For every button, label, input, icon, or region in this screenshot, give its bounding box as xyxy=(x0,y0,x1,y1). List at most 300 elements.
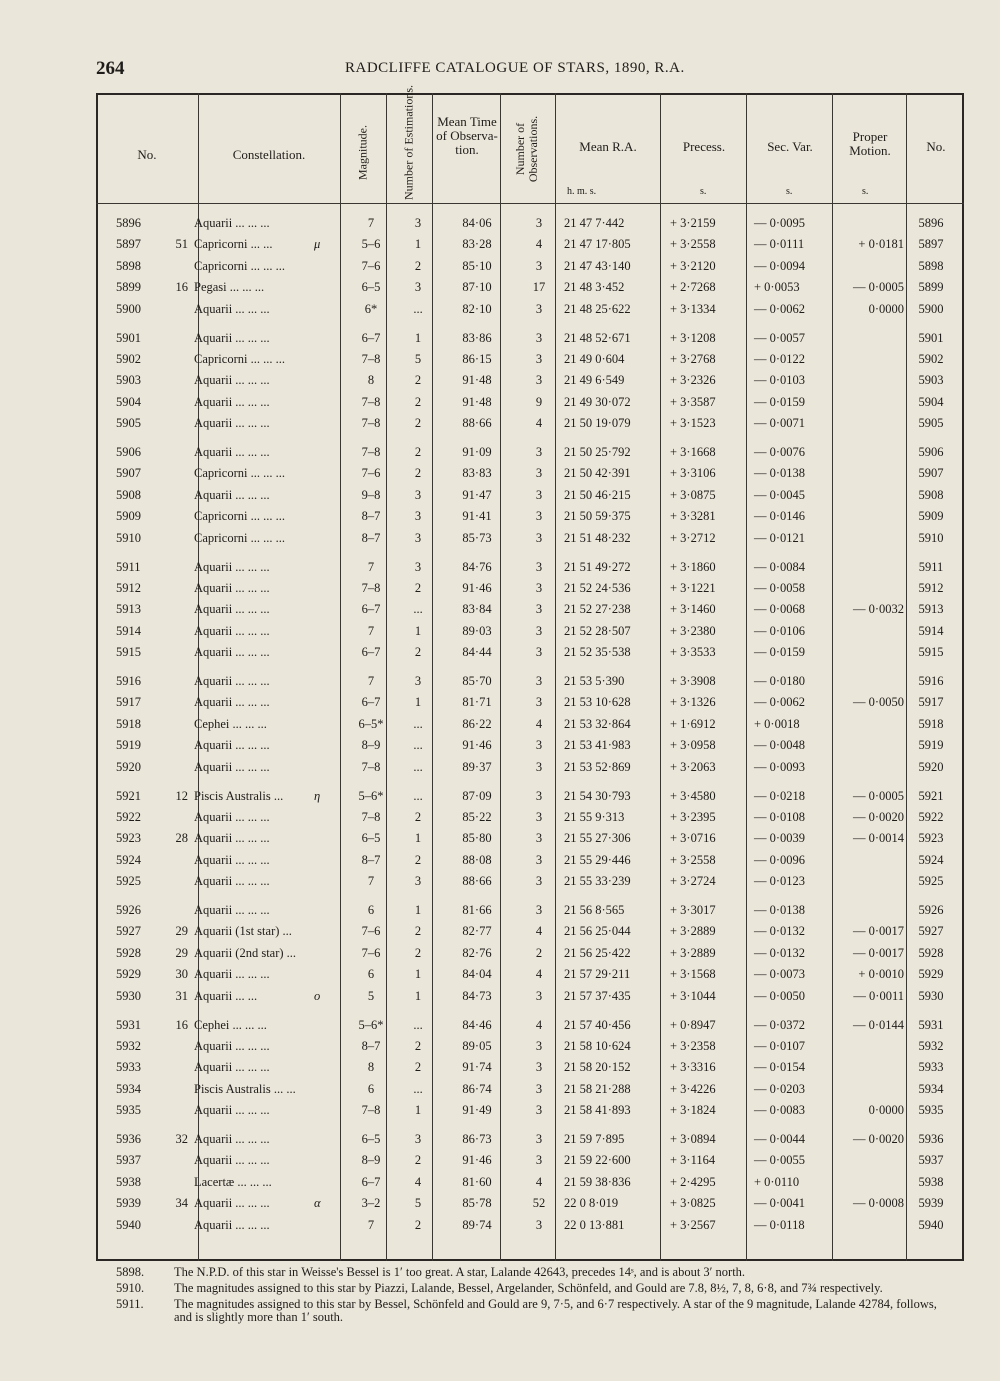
cell-flamsteed-number: 51 xyxy=(175,237,188,252)
cell-constellation: Capricorni ... ... ... xyxy=(194,509,285,524)
cell-mean-ra: 21 55 33·239 xyxy=(564,874,631,889)
cell-mean-time: 91·46 xyxy=(462,1153,492,1168)
cell-magnitude: 7–6 xyxy=(361,924,381,939)
cell-observations: 3 xyxy=(535,788,543,803)
table-row xyxy=(96,622,964,643)
cell-observations: 9 xyxy=(535,394,543,409)
cell-observations: 3 xyxy=(535,559,543,574)
table-row xyxy=(96,579,964,600)
table-row xyxy=(96,558,964,579)
cell-precession: + 3·1221 xyxy=(670,580,716,595)
cell-observations: 3 xyxy=(535,831,543,846)
footnote xyxy=(116,1266,956,1279)
cell-secular-variation: — 0·0071 xyxy=(754,416,806,431)
cell-star-number-right: 5935 xyxy=(918,1103,944,1118)
cell-secular-variation: — 0·0159 xyxy=(754,394,806,409)
cell-magnitude: 5–6* xyxy=(358,1017,384,1032)
cell-mean-ra: 21 52 27·238 xyxy=(564,602,631,617)
cell-constellation: Aquarii (2nd star) ... xyxy=(194,945,297,960)
cell-star-number: 5924 xyxy=(116,852,141,867)
table-row xyxy=(96,486,964,507)
cell-proper-motion: — 0·0017 xyxy=(852,924,904,939)
cell-star-number: 5917 xyxy=(116,695,141,710)
cell-precession: + 3·2712 xyxy=(670,530,716,545)
cell-star-number: 5916 xyxy=(116,674,141,688)
cell-flamsteed-number: 31 xyxy=(175,988,188,1003)
cell-mean-ra: 21 51 49·272 xyxy=(564,559,631,574)
cell-estimations: 3 xyxy=(414,874,422,889)
cell-secular-variation: — 0·0107 xyxy=(754,1038,806,1053)
cell-precession: + 3·1334 xyxy=(670,301,716,316)
cell-constellation: Aquarii ... ... ... xyxy=(194,903,270,917)
cell-estimations: ... xyxy=(413,1081,423,1096)
cell-observations: 4 xyxy=(535,967,543,982)
cell-flamsteed-number: 30 xyxy=(175,967,188,982)
cell-constellation: Aquarii ... ... ... xyxy=(194,874,270,889)
cell-star-number: 5896 xyxy=(116,216,141,230)
cell-estimations: 3 xyxy=(414,487,422,502)
cell-secular-variation: — 0·0203 xyxy=(754,1081,806,1096)
cell-constellation: Pegasi ... ... ... xyxy=(194,280,265,295)
cell-magnitude: 7 xyxy=(367,674,375,688)
cell-estimations: ... xyxy=(413,301,423,316)
cell-constellation: Capricorni ... ... xyxy=(194,237,273,252)
cell-secular-variation: + 0·0018 xyxy=(754,716,800,731)
cell-observations: 3 xyxy=(535,580,543,595)
cell-star-number-right: 5939 xyxy=(918,1196,944,1211)
cell-magnitude: 6–7 xyxy=(361,330,381,345)
cell-estimations: 1 xyxy=(414,237,422,252)
cell-bayer-letter: μ xyxy=(314,237,321,252)
cell-star-number: 5918 xyxy=(116,716,141,731)
cell-constellation: Aquarii ... ... ... xyxy=(194,831,270,846)
cell-mean-time: 84·44 xyxy=(462,645,492,660)
cell-mean-ra: 21 57 29·211 xyxy=(564,967,631,982)
cell-secular-variation: — 0·0044 xyxy=(754,1132,806,1146)
header-mean-ra: Mean R.A. xyxy=(579,139,637,154)
cell-magnitude: 6 xyxy=(367,1081,375,1096)
table-row xyxy=(96,1151,964,1172)
cell-precession: + 3·3533 xyxy=(670,645,716,660)
cell-star-number: 5934 xyxy=(116,1081,141,1096)
cell-mean-time: 83·84 xyxy=(462,602,492,617)
cell-secular-variation: — 0·0372 xyxy=(754,1017,806,1032)
cell-star-number-right: 5902 xyxy=(918,351,944,366)
unit-pm: s. xyxy=(862,186,869,197)
cell-proper-motion: — 0·0005 xyxy=(852,280,904,295)
cell-secular-variation: — 0·0084 xyxy=(754,559,806,574)
cell-star-number-right: 5936 xyxy=(918,1132,944,1146)
table-row xyxy=(96,736,964,757)
table-row xyxy=(96,414,964,435)
cell-precession: + 3·2558 xyxy=(670,237,716,252)
cell-star-number: 5908 xyxy=(116,487,141,502)
cell-star-number: 5906 xyxy=(116,445,141,459)
cell-proper-motion: — 0·0011 xyxy=(853,988,904,1003)
cell-constellation: Aquarii ... ... ... xyxy=(194,602,270,617)
cell-star-number: 5927 xyxy=(116,924,141,939)
cell-star-number-right: 5915 xyxy=(918,645,944,660)
cell-estimations: 3 xyxy=(414,216,422,230)
cell-observations: 4 xyxy=(535,416,543,431)
cell-estimations: 2 xyxy=(414,1153,422,1168)
cell-star-number-right: 5907 xyxy=(918,466,944,481)
cell-magnitude: 7–6 xyxy=(361,258,381,273)
cell-magnitude: 7–8 xyxy=(361,809,381,824)
cell-magnitude: 6–5* xyxy=(358,716,384,731)
cell-precession: + 3·0958 xyxy=(670,738,716,753)
unit-precess: s. xyxy=(700,186,707,197)
cell-observations: 4 xyxy=(535,716,543,731)
cell-mean-time: 89·74 xyxy=(462,1217,492,1232)
cell-observations: 3 xyxy=(535,874,543,889)
cell-observations: 3 xyxy=(535,466,543,481)
footnote-text: The N.P.D. of this star in Weisse's Bessel is 1′ too great. A star, Lalande 42643, precedes 14ˢ, and is about 3′ north. xyxy=(174,1265,746,1279)
cell-precession: + 3·2120 xyxy=(670,258,716,273)
table-row xyxy=(96,643,964,664)
cell-estimations: 2 xyxy=(414,1038,422,1053)
cell-flamsteed-number: 34 xyxy=(175,1196,188,1211)
cell-secular-variation: + 0·0053 xyxy=(754,280,800,295)
cell-star-number: 5919 xyxy=(116,738,141,753)
cell-star-number: 5907 xyxy=(116,466,141,481)
cell-secular-variation: — 0·0123 xyxy=(754,874,806,889)
cell-estimations: 2 xyxy=(414,945,422,960)
cell-estimations: 2 xyxy=(414,373,422,388)
cell-star-number-right: 5927 xyxy=(918,924,944,939)
cell-precession: + 3·3908 xyxy=(670,674,716,688)
cell-precession: + 3·4580 xyxy=(670,788,716,803)
cell-mean-ra: 21 57 37·435 xyxy=(564,988,631,1003)
cell-star-number: 5901 xyxy=(116,330,141,345)
cell-proper-motion: — 0·0020 xyxy=(852,809,904,824)
cell-mean-time: 89·03 xyxy=(462,623,492,638)
cell-estimations: ... xyxy=(413,738,423,753)
cell-star-number: 5914 xyxy=(116,623,141,638)
cell-mean-ra: 21 50 42·391 xyxy=(564,466,631,481)
cell-observations: 3 xyxy=(535,351,543,366)
cell-secular-variation: — 0·0132 xyxy=(754,924,806,939)
table-row xyxy=(96,1194,964,1215)
table-row xyxy=(96,464,964,485)
cell-secular-variation: — 0·0138 xyxy=(754,466,806,481)
cell-constellation: Aquarii ... ... ... xyxy=(194,967,270,982)
cell-mean-time: 85·22 xyxy=(462,809,492,824)
cell-magnitude: 8–7 xyxy=(361,509,381,524)
cell-precession: + 3·2889 xyxy=(670,924,716,939)
cell-observations: 3 xyxy=(535,903,543,917)
cell-star-number-right: 5917 xyxy=(918,695,944,710)
cell-observations: 3 xyxy=(535,445,543,459)
cell-mean-ra: 21 49 0·604 xyxy=(564,351,625,366)
cell-precession: + 3·1568 xyxy=(670,967,716,982)
cell-mean-time: 88·66 xyxy=(462,416,492,431)
cell-secular-variation: — 0·0096 xyxy=(754,852,806,867)
cell-star-number-right: 5932 xyxy=(918,1038,944,1053)
cell-constellation: Aquarii ... ... ... xyxy=(194,580,270,595)
cell-magnitude: 5–6* xyxy=(358,788,384,803)
cell-mean-ra: 21 47 43·140 xyxy=(564,258,631,273)
header-magnitude: Magnitude. xyxy=(355,125,370,180)
cell-precession: + 3·4226 xyxy=(670,1081,716,1096)
cell-mean-ra: 21 53 32·864 xyxy=(564,716,631,731)
cell-constellation: Aquarii ... ... ... xyxy=(194,330,270,345)
table-row xyxy=(96,901,964,922)
table-row xyxy=(96,1016,964,1037)
table-row xyxy=(96,529,964,550)
cell-proper-motion: — 0·0017 xyxy=(852,945,904,960)
cell-star-number-right: 5930 xyxy=(918,988,944,1003)
cell-constellation: Aquarii ... ... ... xyxy=(194,674,270,688)
cell-mean-time: 85·78 xyxy=(462,1196,492,1211)
cell-precession: + 2·4295 xyxy=(670,1174,716,1189)
cell-magnitude: 7 xyxy=(367,623,375,638)
cell-magnitude: 6–5 xyxy=(361,280,381,295)
cell-magnitude: 7–8 xyxy=(361,580,381,595)
cell-star-number: 5912 xyxy=(116,580,141,595)
cell-star-number-right: 5931 xyxy=(918,1017,944,1032)
cell-observations: 3 xyxy=(535,1081,543,1096)
table-row xyxy=(96,329,964,350)
cell-flamsteed-number: 29 xyxy=(175,945,188,960)
cell-constellation: Aquarii ... ... ... xyxy=(194,852,270,867)
cell-mean-time: 84·04 xyxy=(462,967,492,982)
cell-mean-time: 91·46 xyxy=(462,580,492,595)
cell-constellation: Aquarii ... ... ... xyxy=(194,695,270,710)
table-row xyxy=(96,851,964,872)
table-row xyxy=(96,393,964,414)
cell-mean-ra: 21 47 17·805 xyxy=(564,237,631,252)
cell-mean-time: 82·10 xyxy=(462,301,492,316)
cell-secular-variation: — 0·0076 xyxy=(754,445,806,459)
cell-star-number-right: 5922 xyxy=(918,809,944,824)
cell-magnitude: 7–8 xyxy=(361,1103,381,1118)
cell-mean-time: 82·77 xyxy=(462,924,492,939)
cell-magnitude: 7 xyxy=(367,874,375,889)
cell-precession: + 3·2768 xyxy=(670,351,716,366)
cell-star-number: 5903 xyxy=(116,373,141,388)
cell-precession: + 3·1044 xyxy=(670,988,716,1003)
cell-precession: + 3·1460 xyxy=(670,602,716,617)
cell-precession: + 3·1208 xyxy=(670,330,716,345)
cell-magnitude: 7–8 xyxy=(361,759,381,774)
cell-estimations: 1 xyxy=(414,988,422,1003)
cell-mean-time: 86·74 xyxy=(462,1081,492,1096)
cell-observations: 3 xyxy=(535,373,543,388)
cell-estimations: 2 xyxy=(414,645,422,660)
cell-star-number-right: 5905 xyxy=(918,416,944,431)
footnote-text: The magnitudes assigned to this star by Bessel, Schönfeld and Gould are 9, 7·5, and 6·7 respectively. A star of the 9 magnitude, Lalande 42784, follows, and is slightly more than 1′ south. xyxy=(174,1297,937,1324)
cell-mean-time: 86·15 xyxy=(462,351,492,366)
cell-mean-time: 87·09 xyxy=(462,788,492,803)
cell-mean-time: 89·37 xyxy=(462,759,492,774)
cell-estimations: 1 xyxy=(414,330,422,345)
cell-estimations: 1 xyxy=(414,623,422,638)
cell-mean-time: 88·66 xyxy=(462,874,492,889)
cell-mean-time: 91·09 xyxy=(462,445,492,459)
cell-mean-ra: 21 58 10·624 xyxy=(564,1038,631,1053)
cell-precession: + 3·2358 xyxy=(670,1038,716,1053)
table-row xyxy=(96,872,964,893)
cell-star-number: 5915 xyxy=(116,645,141,660)
cell-star-number: 5929 xyxy=(116,967,141,982)
cell-flamsteed-number: 16 xyxy=(175,1017,188,1032)
cell-constellation: Aquarii ... ... ... xyxy=(194,623,270,638)
cell-proper-motion: + 0·0010 xyxy=(858,967,904,982)
cell-star-number: 5935 xyxy=(116,1103,141,1118)
cell-constellation: Cephei ... ... ... xyxy=(194,716,267,731)
cell-estimations: 2 xyxy=(414,852,422,867)
cell-mean-time: 83·86 xyxy=(462,330,492,345)
table-row xyxy=(96,350,964,371)
cell-star-number-right: 5916 xyxy=(918,674,944,688)
cell-precession: + 3·2724 xyxy=(670,874,716,889)
cell-proper-motion: — 0·0144 xyxy=(852,1017,904,1032)
cell-precession: + 3·1860 xyxy=(670,559,716,574)
cell-mean-ra: 21 52 24·536 xyxy=(564,580,631,595)
cell-star-number-right: 5898 xyxy=(918,258,944,273)
cell-secular-variation: — 0·0122 xyxy=(754,351,806,366)
cell-secular-variation: — 0·0062 xyxy=(754,301,806,316)
cell-mean-ra: 21 57 40·456 xyxy=(564,1017,631,1032)
cell-bayer-letter: α xyxy=(314,1196,321,1211)
cell-constellation: Aquarii ... ... ... xyxy=(194,759,270,774)
table-row xyxy=(96,672,964,693)
cell-secular-variation: — 0·0108 xyxy=(754,809,806,824)
cell-secular-variation: — 0·0050 xyxy=(754,988,806,1003)
footnote-ref: 5898. xyxy=(116,1265,145,1279)
cell-mean-ra: 21 55 9·313 xyxy=(564,809,625,824)
cell-star-number: 5932 xyxy=(116,1038,141,1053)
cell-precession: + 3·1668 xyxy=(670,445,716,459)
cell-magnitude: 7–6 xyxy=(361,466,381,481)
cell-estimations: ... xyxy=(413,1017,423,1032)
cell-precession: + 3·2567 xyxy=(670,1217,716,1232)
cell-constellation: Capricorni ... ... ... xyxy=(194,466,285,481)
cell-magnitude: 6–5 xyxy=(361,831,381,846)
cell-mean-time: 88·08 xyxy=(462,852,492,867)
table-row xyxy=(96,600,964,621)
cell-mean-ra: 21 48 3·452 xyxy=(564,280,625,295)
cell-constellation: Aquarii ... ... ... xyxy=(194,416,270,431)
cell-magnitude: 8 xyxy=(367,373,375,388)
cell-secular-variation: — 0·0041 xyxy=(754,1196,806,1211)
cell-observations: 17 xyxy=(532,280,546,295)
cell-bayer-letter: η xyxy=(314,788,321,803)
cell-observations: 3 xyxy=(535,1038,543,1053)
cell-estimations: 2 xyxy=(414,1060,422,1075)
cell-bayer-letter: ο xyxy=(314,988,321,1003)
cell-star-number: 5913 xyxy=(116,602,141,617)
cell-mean-time: 86·22 xyxy=(462,716,492,731)
cell-star-number: 5926 xyxy=(116,903,141,917)
cell-secular-variation: — 0·0048 xyxy=(754,738,806,753)
cell-star-number: 5933 xyxy=(116,1060,141,1075)
table-row xyxy=(96,1101,964,1122)
cell-estimations: 3 xyxy=(414,280,422,295)
cell-observations: 4 xyxy=(535,237,543,252)
cell-precession: + 3·3106 xyxy=(670,466,716,481)
cell-constellation: Piscis Australis ... ... xyxy=(194,1081,296,1096)
cell-mean-ra: 21 53 5·390 xyxy=(564,674,625,688)
cell-constellation: Aquarii ... ... ... xyxy=(194,394,270,409)
cell-mean-time: 84·76 xyxy=(462,559,492,574)
cell-star-number-right: 5924 xyxy=(918,852,944,867)
cell-observations: 3 xyxy=(535,1153,543,1168)
cell-constellation: Aquarii ... ... ... xyxy=(194,1153,270,1168)
table-row xyxy=(96,1080,964,1101)
cell-mean-ra: 21 56 25·044 xyxy=(564,924,631,939)
cell-precession: + 3·2326 xyxy=(670,373,716,388)
cell-mean-time: 81·66 xyxy=(462,903,492,917)
cell-precession: + 3·3281 xyxy=(670,509,716,524)
cell-star-number: 5930 xyxy=(116,988,141,1003)
cell-secular-variation: — 0·0159 xyxy=(754,645,806,660)
cell-observations: 3 xyxy=(535,695,543,710)
cell-secular-variation: — 0·0132 xyxy=(754,945,806,960)
cell-star-number-right: 5900 xyxy=(918,301,944,316)
cell-secular-variation: — 0·0055 xyxy=(754,1153,806,1168)
cell-observations: 3 xyxy=(535,487,543,502)
unit-ra: h. m. s. xyxy=(567,186,597,197)
cell-star-number: 5939 xyxy=(116,1196,141,1211)
cell-star-number-right: 5920 xyxy=(918,759,944,774)
cell-mean-ra: 21 58 41·893 xyxy=(564,1103,631,1118)
table-row xyxy=(96,443,964,464)
footnotes xyxy=(116,1266,956,1327)
cell-magnitude: 6–7 xyxy=(361,602,381,617)
cell-constellation: Aquarii ... ... ... xyxy=(194,559,270,574)
cell-flamsteed-number: 28 xyxy=(175,831,188,846)
table-row xyxy=(96,808,964,829)
cell-estimations: 3 xyxy=(414,674,422,688)
cell-constellation: Cephei ... ... ... xyxy=(194,1017,267,1032)
cell-estimations: 1 xyxy=(414,1103,422,1118)
cell-mean-ra: 21 59 38·836 xyxy=(564,1174,631,1189)
cell-precession: + 3·2889 xyxy=(670,945,716,960)
cell-observations: 3 xyxy=(535,623,543,638)
cell-magnitude: 8–7 xyxy=(361,1038,381,1053)
cell-magnitude: 6–7 xyxy=(361,695,381,710)
header-sec-var: Sec. Var. xyxy=(767,139,813,154)
cell-precession: + 3·2558 xyxy=(670,852,716,867)
cell-star-number: 5909 xyxy=(116,509,141,524)
cell-observations: 3 xyxy=(535,301,543,316)
cell-mean-time: 85·70 xyxy=(462,674,492,688)
cell-constellation: Aquarii ... ... ... xyxy=(194,645,270,660)
cell-flamsteed-number: 16 xyxy=(175,280,188,295)
cell-secular-variation: — 0·0218 xyxy=(754,788,806,803)
cell-estimations: 2 xyxy=(414,466,422,481)
cell-mean-time: 85·80 xyxy=(462,831,492,846)
cell-mean-time: 82·76 xyxy=(462,945,492,960)
cell-mean-time: 83·83 xyxy=(462,466,492,481)
cell-mean-ra: 21 54 30·793 xyxy=(564,788,631,803)
table-row xyxy=(96,987,964,1008)
cell-observations: 52 xyxy=(532,1196,546,1211)
cell-estimations: 3 xyxy=(414,509,422,524)
cell-proper-motion: + 0·0181 xyxy=(858,237,904,252)
cell-precession: + 3·2380 xyxy=(670,623,716,638)
cell-mean-ra: 21 49 30·072 xyxy=(564,394,631,409)
cell-star-number-right: 5918 xyxy=(918,716,944,731)
cell-constellation: Lacertæ ... ... ... xyxy=(194,1174,272,1189)
cell-mean-ra: 21 55 29·446 xyxy=(564,852,631,867)
cell-estimations: 5 xyxy=(414,351,422,366)
cell-secular-variation: — 0·0057 xyxy=(754,330,806,345)
cell-observations: 4 xyxy=(535,1017,543,1032)
cell-mean-time: 85·10 xyxy=(462,258,492,273)
